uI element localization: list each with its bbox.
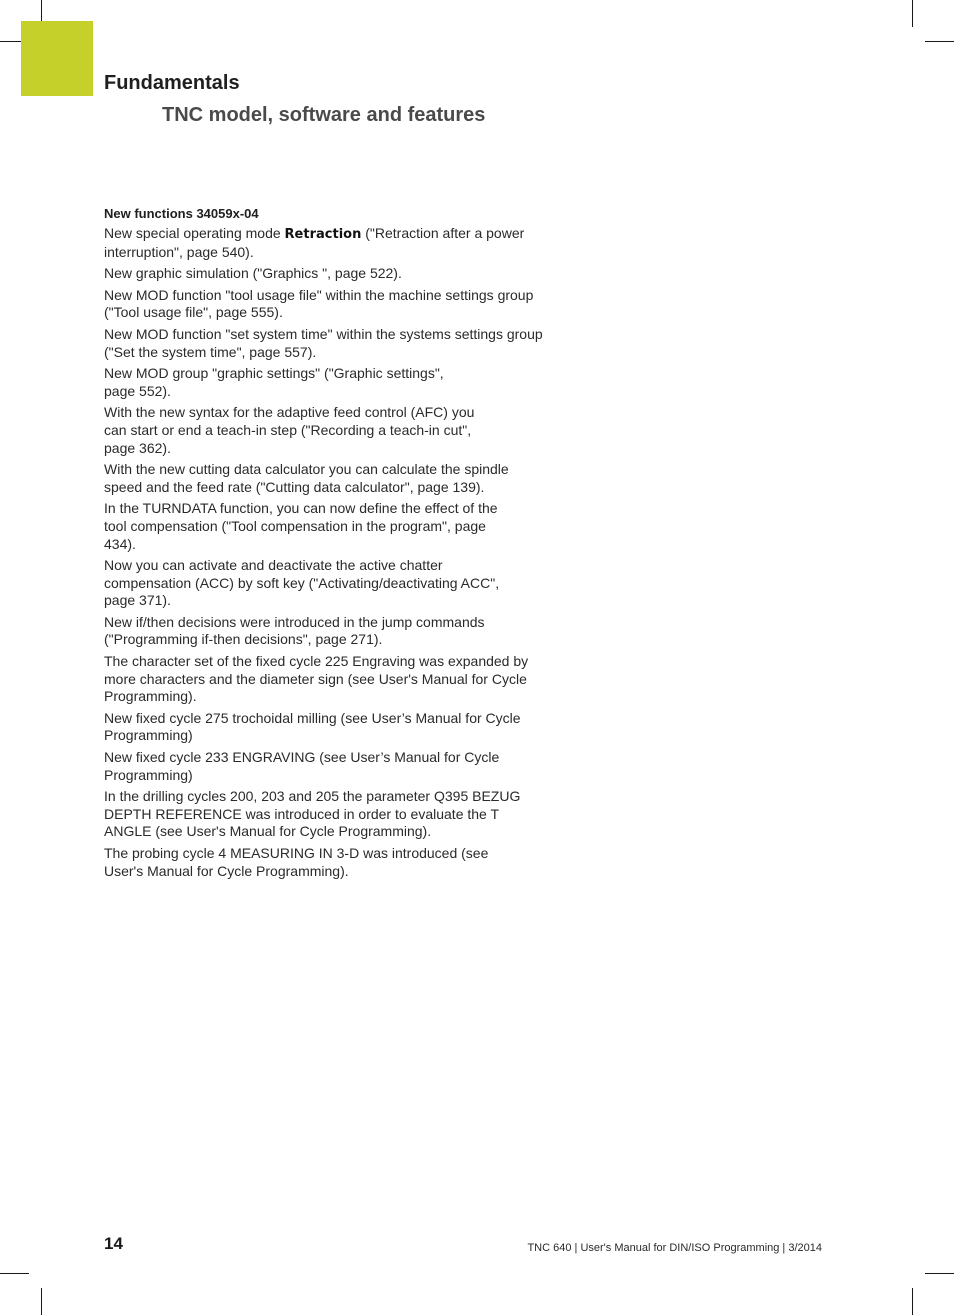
feature-paragraph: New MOD group "graphic settings" ("Graphic settings", page 552). <box>104 365 444 399</box>
crop-mark-bottom-left-v <box>41 1288 42 1315</box>
footer-manual-title: TNC 640 | User's Manual for DIN/ISO Programming | 3/2014 <box>527 1242 822 1254</box>
feature-paragraph: New MOD function "set system time" within the systems settings group ("Set the system time", page 557). <box>104 325 543 360</box>
intro-bold-term: Retraction <box>284 227 362 242</box>
feature-paragraph: New fixed cycle 233 ENGRAVING (see User’s Manual for Cycle Programming) <box>104 749 500 783</box>
page-number: 14 <box>104 1234 123 1253</box>
feature-paragraph: With the new syntax for the adaptive feed control (AFC) you can start or end a teach-in step ("Recording a teach-in cut", page 362). <box>104 404 475 456</box>
chapter-title: Fundamentals <box>104 72 240 94</box>
feature-paragraph: New graphic simulation ("Graphics ", page 522). <box>104 265 402 282</box>
feature-paragraph: The probing cycle 4 MEASURING IN 3-D was introduced (see User's Manual for Cycle Programming). <box>104 845 489 879</box>
feature-paragraph: New fixed cycle 275 trochoidal milling (see User’s Manual for Cycle Programming) <box>104 709 521 744</box>
intro-prefix: New special operating mode <box>104 225 285 241</box>
feature-paragraph: Now you can activate and deactivate the active chatter compensation (ACC) by soft key ("Activating/deactivating ACC", page 371). <box>104 557 500 609</box>
crop-mark-top-right-v <box>912 0 913 27</box>
feature-paragraph: New if/then decisions were introduced in the jump commands ("Programming if-then decisions", page 271). <box>104 613 485 648</box>
feature-paragraph: New MOD function "tool usage file" within the machine settings group ("Tool usage file", page 555). <box>104 286 534 321</box>
intro-paragraph <box>104 225 544 261</box>
chapter-accent-block <box>21 21 93 96</box>
crop-mark-bottom-right-h <box>925 1273 954 1274</box>
feature-paragraph: The character set of the fixed cycle 225 Engraving was expanded by more characters and the diameter sign (see User's Manual for Cycle Programming). <box>104 653 529 705</box>
crop-mark-top-right-h <box>925 41 954 42</box>
feature-paragraph: With the new cutting data calculator you can calculate the spindle speed and the feed rate ("Cutting data calculator", page 139). <box>104 461 509 495</box>
main-content <box>104 206 544 884</box>
intro-suffix: ("Retraction after a power interruption", page 540). <box>104 225 525 260</box>
feature-paragraph: In the drilling cycles 200, 203 and 205 the parameter Q395 BEZUG DEPTH REFERENCE was introduced in order to evaluate the T ANGLE (see User's Manual for Cycle Programming). <box>104 788 521 840</box>
crop-mark-bottom-left-h <box>0 1273 29 1274</box>
feature-paragraph: In the TURNDATA function, you can now define the effect of the tool compensation ("Tool compensation in the program", page 434). <box>104 500 498 552</box>
content-heading: New functions 34059x-04 <box>104 206 259 221</box>
crop-mark-bottom-right-v <box>912 1288 913 1315</box>
section-title: TNC model, software and features <box>162 104 486 126</box>
